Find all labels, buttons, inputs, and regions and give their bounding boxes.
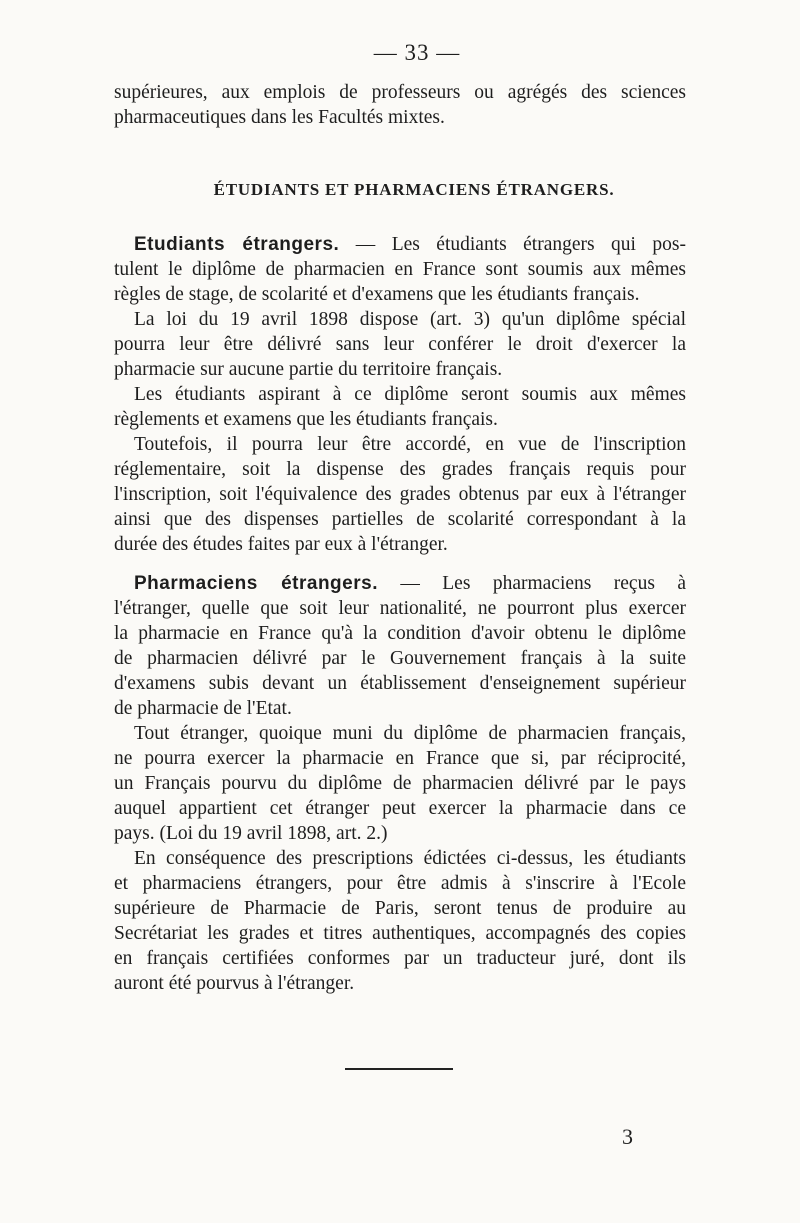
text-line: supérieures, aux emplois de professeurs ou agrégés des sciences — [114, 82, 686, 103]
text-line: en français certifiées conformes par un traducteur juré, dont ils — [114, 948, 686, 969]
etudiants-heading: Etudiants étrangers. — [134, 234, 340, 255]
text-line: un Français pourvu du diplôme de pharmacien délivré par le pays — [114, 773, 686, 794]
text-line: En conséquence des prescriptions édictées ci-dessus, les étudiants — [134, 848, 686, 869]
section-title: ÉTUDIANTS ET PHARMACIENS ÉTRANGERS. — [213, 180, 615, 199]
text-line: ainsi que des dispenses partielles de scolarité correspondant à la — [114, 509, 686, 530]
text-line: pharmacie sur aucune partie du territoire français. — [114, 359, 503, 380]
text-line: Secrétariat les grades et titres authentiques, accompagnés des copies — [114, 923, 686, 944]
text-line: l'étranger, quelle que soit leur nationalité, ne pourront plus exercer — [114, 598, 686, 619]
text-line: pourra leur être délivré sans leur conférer le droit d'exercer la — [114, 334, 686, 355]
text-line: Tout étranger, quoique muni du diplôme de pharmacien français, — [134, 723, 686, 744]
text-line: durée des études faites par eux à l'étranger. — [114, 534, 448, 555]
text-line: pays. (Loi du 19 avril 1898, art. 2.) — [114, 823, 388, 844]
text-line: la pharmacie en France qu'à la condition d'avoir obtenu le diplôme — [114, 623, 686, 644]
text-line: supérieure de Pharmacie de Paris, seront tenus de produire au — [114, 898, 686, 919]
text-line: pharmaceutiques dans les Facultés mixtes. — [114, 107, 445, 128]
text-line: l'inscription, soit l'équivalence des grades obtenus par eux à l'étranger — [114, 484, 686, 505]
text-run: — Les pharmaciens reçus à — [377, 573, 686, 594]
text-line: d'examens subis devant un établissement d'enseignement supérieur — [114, 673, 686, 694]
text-line: règles de stage, de scolarité et d'examens que les étudiants français. — [114, 284, 640, 305]
text-line: Les étudiants aspirant à ce diplôme seront soumis aux mêmes — [134, 384, 686, 405]
intro-paragraph — [114, 80, 686, 130]
text-line: La loi du 19 avril 1898 dispose (art. 3) qu'un diplôme spécial — [134, 309, 686, 330]
page-number-header: — 33 — — [373, 40, 461, 65]
text-line: auront été pourvus à l'étranger. — [114, 973, 355, 994]
text-line — [114, 571, 686, 596]
text-line: règlements et examens que les étudiants français. — [114, 409, 498, 430]
text-line: de pharmacie de l'Etat. — [114, 698, 292, 719]
etudiants-section — [114, 232, 686, 557]
text-line: et pharmaciens étrangers, pour être admis à s'inscrire à l'Ecole — [114, 873, 686, 894]
text-line: de pharmacien délivré par le Gouvernement français à la suite — [114, 648, 686, 669]
closing-rule — [345, 1068, 453, 1070]
text-run: — Les étudiants étrangers qui pos- — [339, 234, 687, 255]
signature-mark: 3 — [622, 1124, 633, 1149]
text-line: ne pourra exercer la pharmacie en France que si, par réciprocité, — [114, 748, 686, 769]
text-line: Toutefois, il pourra leur être accordé, en vue de l'inscription — [134, 434, 686, 455]
text-line: tulent le diplôme de pharmacien en France sont soumis aux mêmes — [114, 259, 686, 280]
text-line: réglementaire, soit la dispense des grades français requis pour — [114, 459, 686, 480]
document-page — [114, 40, 686, 996]
pharmaciens-section — [114, 571, 686, 996]
pharmaciens-heading: Pharmaciens étrangers. — [134, 573, 378, 594]
text-line: auquel appartient cet étranger peut exercer la pharmacie dans ce — [114, 798, 686, 819]
text-line — [114, 232, 686, 257]
